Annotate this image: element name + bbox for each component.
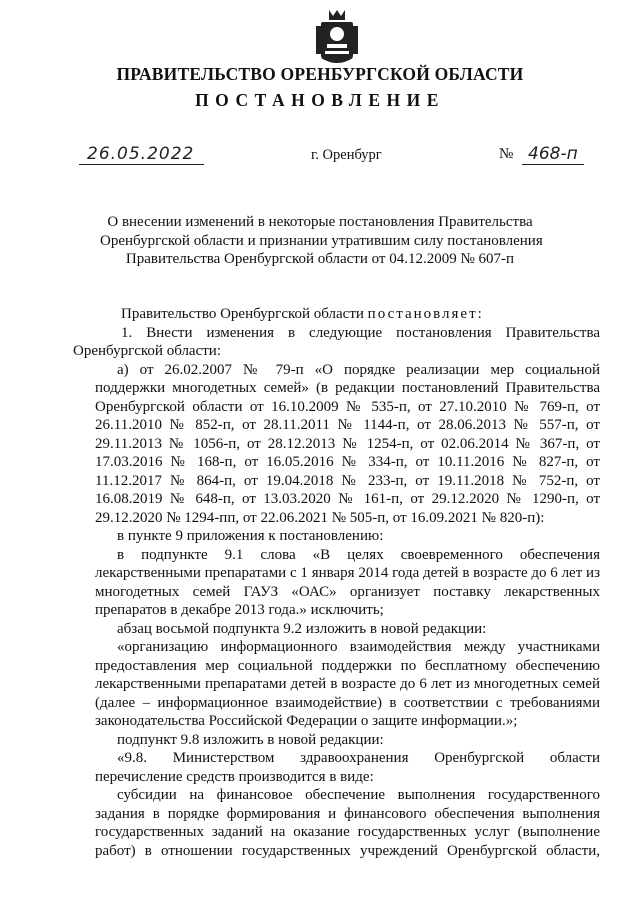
organization-title: ПРАВИТЕЛЬСТВО ОРЕНБУРГСКОЙ ОБЛАСТИ <box>116 64 524 84</box>
date-underline <box>79 164 204 165</box>
body-line: Оренбургской области: <box>73 343 222 359</box>
body-line: подпункт 9.8 изложить в новой редакции: <box>117 731 384 748</box>
body-line: 16.08.2019 № 648-п, от 13.03.2020 № 161-п, от 29.12.2020 № 1290-п, от <box>95 491 600 507</box>
document-type-heading: ПОСТАНОВЛЕНИЕ <box>195 90 445 110</box>
body-line: (далее – информационное взаимодействие) в соответствии с требованиями <box>95 694 600 711</box>
subject-line: О внесении изменений в некоторые постановления Правительства <box>107 214 533 230</box>
number-underline <box>522 164 584 165</box>
body-line: задания в порядке формирования и финансового обеспечения выполнения <box>95 805 600 822</box>
body-line: 1. Внести изменения в следующие постановления Правительства <box>121 324 600 341</box>
document-subject <box>100 213 543 269</box>
intro-verb: постановляет: <box>367 306 484 322</box>
body-line: препаратов в декабре 2013 года.» исключить; <box>95 602 384 618</box>
body-line: предоставления мер социальной поддержки по бесплатному обеспечению <box>95 657 600 674</box>
intro-line <box>95 305 600 324</box>
body-line: субсидии на финансовое обеспечение выполнения государственного <box>117 787 600 803</box>
body-line: 11.12.2017 № 864-п, от 19.04.2018 № 233-п, от 19.11.2018 № 752-п, от <box>95 472 600 489</box>
intro-text: Правительство Оренбургской области <box>121 306 364 322</box>
document-date: 26.05.2022 <box>87 144 195 164</box>
body-line: 17.03.2016 № 168-п, от 16.05.2016 № 334-п, от 10.11.2016 № 827-п, от <box>95 454 600 470</box>
subject-line: Правительства Оренбургской области от 04.12.2009 № 607-п <box>125 251 515 267</box>
body-line: работ) в отношении государственных учреждений Оренбургской области, <box>95 842 600 859</box>
body-line: абзац восьмой подпункта 9.2 изложить в новой редакции: <box>117 620 487 637</box>
body-line: «организацию информационного взаимодействия между участниками <box>117 639 600 655</box>
subject-line: Оренбургской области и признании утратившим силу постановления <box>100 232 543 249</box>
body-line: многодетных семей ГАУЗ «ОАС» организует поставку лекарственных <box>95 583 600 600</box>
document-number: 468-п <box>528 144 578 164</box>
body-line: в пункте 9 приложения к постановлению: <box>117 528 384 544</box>
body-line: лекарственными препаратами с 1 января 2014 года детей в возрасте до 6 лет из <box>95 565 600 581</box>
body-line: перечисление средств производится в виде: <box>95 768 374 785</box>
coat-of-arms-emblem <box>315 8 359 66</box>
body-line: поддержки многодетных семей» (в редакции постановлений Правительства <box>95 380 600 396</box>
body-line: законодательства Российской Федерации о защите информации.»; <box>95 713 518 729</box>
body-line: а) от 26.02.2007 № 79-п «О порядке реализации мер социальной <box>117 361 600 378</box>
body-line: лекарственными препаратами детей в возрасте до 6 лет из многодетных семей <box>95 676 600 692</box>
number-label: № <box>499 146 514 162</box>
body-line: Оренбургской области от 16.10.2009 № 535-п, от 27.10.2010 № 769-п, от <box>95 398 600 415</box>
body-line: 29.12.2020 № 1294-пп, от 22.06.2021 № 505-п, от 16.09.2021 № 820-п): <box>95 509 545 526</box>
body-line: в подпункте 9.1 слова «В целях своевременного обеспечения <box>117 546 600 563</box>
body-line: 29.11.2013 № 1056-п, от 28.12.2013 № 1254-п, от 02.06.2014 № 367-п, от <box>95 435 600 452</box>
document-city: г. Оренбург <box>311 147 382 163</box>
document-body <box>73 305 600 860</box>
body-line: государственных заданий на оказание государственных услуг (выполнение <box>95 824 600 840</box>
body-line: «9.8. Министерством здравоохранения Оренбургской области <box>117 750 600 766</box>
body-line: 26.11.2010 № 852-п, от 28.11.2011 № 1144-п, от 28.06.2013 № 557-п, от <box>95 417 600 433</box>
